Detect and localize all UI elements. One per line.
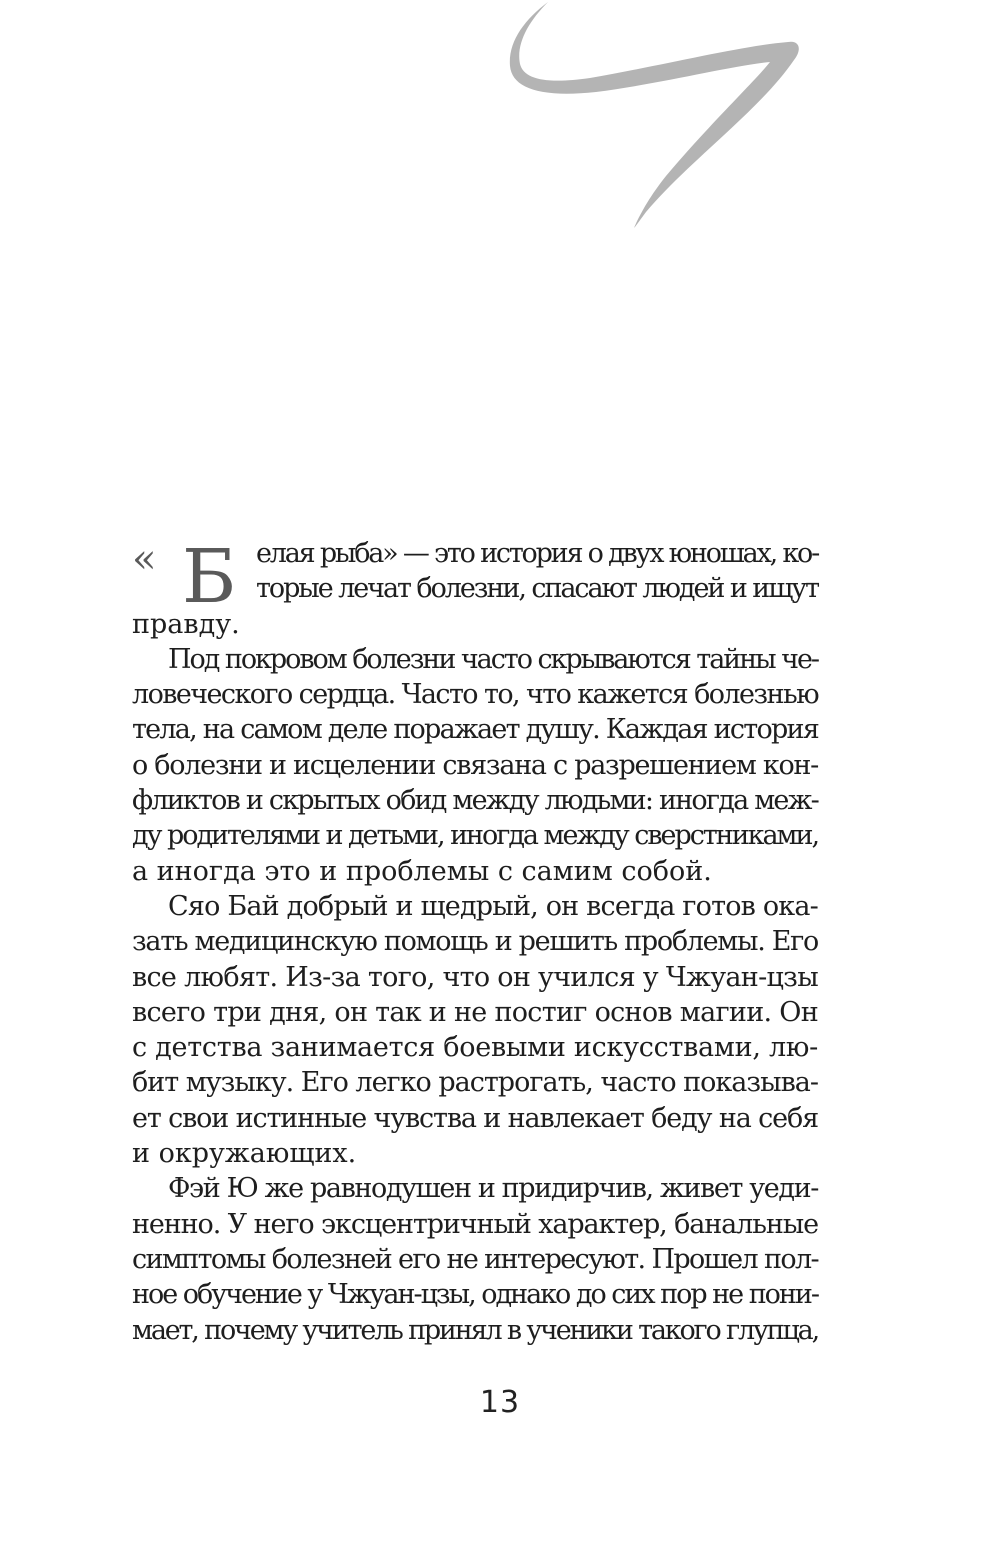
text-line: бит музыку. Его легко растрогать, часто показыва-	[132, 1067, 818, 1099]
page-number: 13	[479, 1385, 521, 1420]
text-line: а иногда это и проблемы с самим собой.	[132, 855, 712, 887]
text-line: ет свои истинные чувства и навлекает беду на себя	[132, 1102, 818, 1134]
brush-stroke-decoration	[0, 0, 1000, 260]
text-line: ловеческого сердца. Часто то, что кажется болезнью	[132, 679, 818, 711]
body-text	[132, 536, 818, 1348]
text-line: мает, почему учитель принял в ученики такого глупца,	[132, 1314, 818, 1346]
text-line: ду родителями и детьми, иногда между сверстниками,	[132, 820, 818, 852]
text-line: зать медицинскую помощь и решить проблемы. Его	[132, 926, 818, 958]
paragraph-4	[132, 1171, 818, 1347]
text-line: всего три дня, он так и не постиг основ магии. Он	[132, 996, 818, 1028]
dropcap-quote-mark: «	[132, 536, 157, 582]
text-line: тела, на самом деле поражает душу. Каждая история	[132, 714, 818, 746]
text-line: ное обучение у Чжуан-цзы, однако до сих пор не пони-	[132, 1279, 818, 1311]
text-line: и окружающих.	[132, 1138, 357, 1170]
paragraph-3	[132, 889, 818, 1171]
text-line: правду.	[132, 608, 240, 640]
paragraph-2	[132, 642, 818, 889]
text-line: торые лечат болезни, спасают людей и ищут	[256, 573, 818, 605]
dropcap-letter: Б	[182, 536, 237, 606]
text-line: Сяо Бай добрый и щедрый, он всегда готов ока-	[168, 890, 818, 922]
text-line: все любят. Из-за того, что он учился у Чжуан-цзы	[132, 961, 818, 993]
text-line: Под покровом болезни часто скрываются тайны че-	[168, 643, 818, 675]
text-line: Фэй Ю же равнодушен и придирчив, живет уеди-	[168, 1173, 818, 1205]
text-line: с детства занимается боевыми искусствами, лю-	[132, 1032, 818, 1064]
text-line: о болезни и исцелении связана с разрешением кон-	[132, 749, 818, 781]
text-line: фликтов и скрытых обид между людьми: иногда меж-	[132, 785, 818, 817]
text-line: елая рыба» — это история о двух юношах, ко-	[256, 538, 818, 569]
dropcap	[132, 536, 252, 606]
text-line: симптомы болезней его не интересуют. Прошел пол-	[132, 1243, 818, 1275]
text-line: ненно. У него эксцентричный характер, банальные	[132, 1208, 818, 1240]
